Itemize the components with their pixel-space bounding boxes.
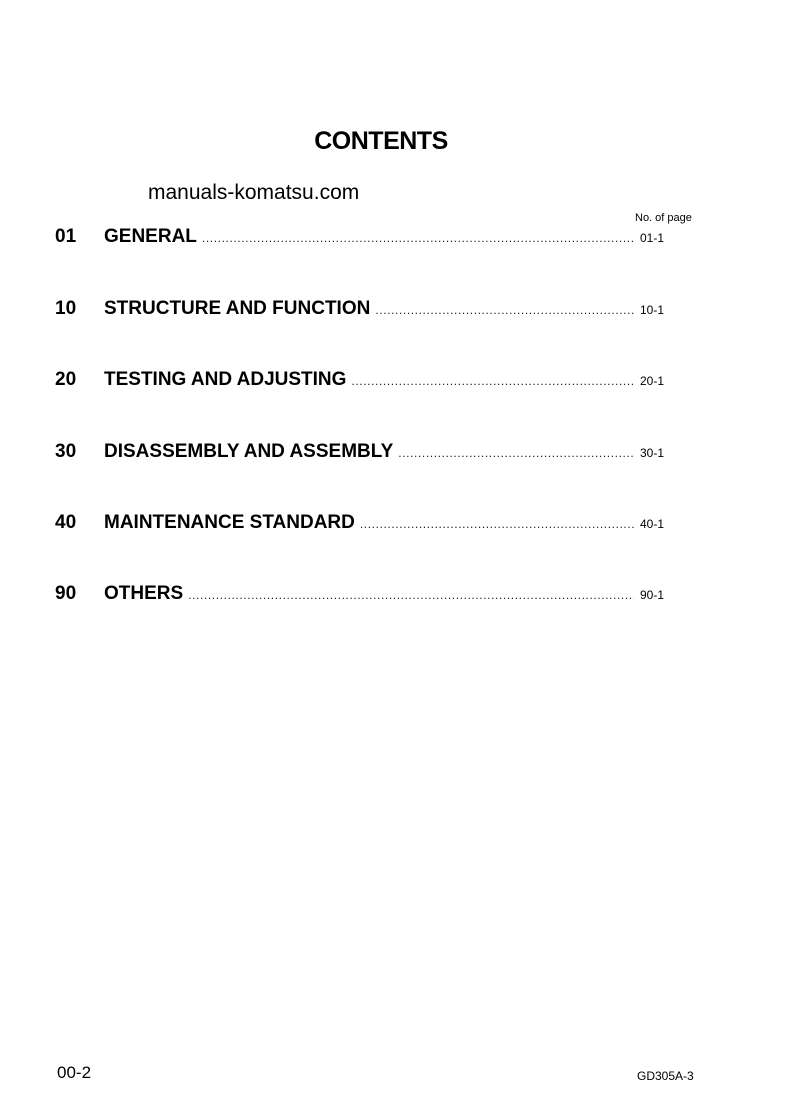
toc-entry[interactable] <box>55 298 680 322</box>
dot-leader <box>188 588 634 602</box>
section-number: 20 <box>55 369 77 390</box>
dot-leader <box>398 446 634 460</box>
footer-page-number: 00-2 <box>57 1063 92 1082</box>
dot-leader <box>202 231 634 245</box>
toc-entry[interactable] <box>55 441 680 465</box>
watermark-text: manuals-komatsu.com <box>148 181 360 204</box>
section-title: DISASSEMBLY AND ASSEMBLY <box>104 441 394 462</box>
dot-leader <box>351 374 634 388</box>
section-title: MAINTENANCE STANDARD <box>104 512 355 533</box>
section-page: 10-1 <box>640 303 665 317</box>
section-number: 01 <box>55 226 77 247</box>
section-page: 01-1 <box>640 231 665 245</box>
section-title: GENERAL <box>104 226 197 247</box>
section-number: 40 <box>55 512 77 533</box>
section-page: 90-1 <box>640 588 665 602</box>
page-title: CONTENTS <box>314 127 448 155</box>
section-number: 10 <box>55 298 77 319</box>
section-title: TESTING AND ADJUSTING <box>104 369 347 390</box>
section-number: 90 <box>55 583 77 604</box>
toc-entry[interactable] <box>55 369 680 393</box>
toc-entry[interactable] <box>55 512 680 536</box>
page-column-header: No. of page <box>635 212 692 224</box>
section-title: STRUCTURE AND FUNCTION <box>104 298 371 319</box>
section-number: 30 <box>55 441 77 462</box>
section-title: OTHERS <box>104 583 184 604</box>
toc-entry[interactable] <box>55 226 680 250</box>
footer-doc-code: GD305A-3 <box>637 1069 694 1083</box>
dot-leader <box>360 517 634 531</box>
toc-entry[interactable] <box>55 583 680 607</box>
section-page: 40-1 <box>640 517 665 531</box>
dot-leader <box>375 303 634 317</box>
section-page: 20-1 <box>640 374 665 388</box>
section-page: 30-1 <box>640 446 665 460</box>
